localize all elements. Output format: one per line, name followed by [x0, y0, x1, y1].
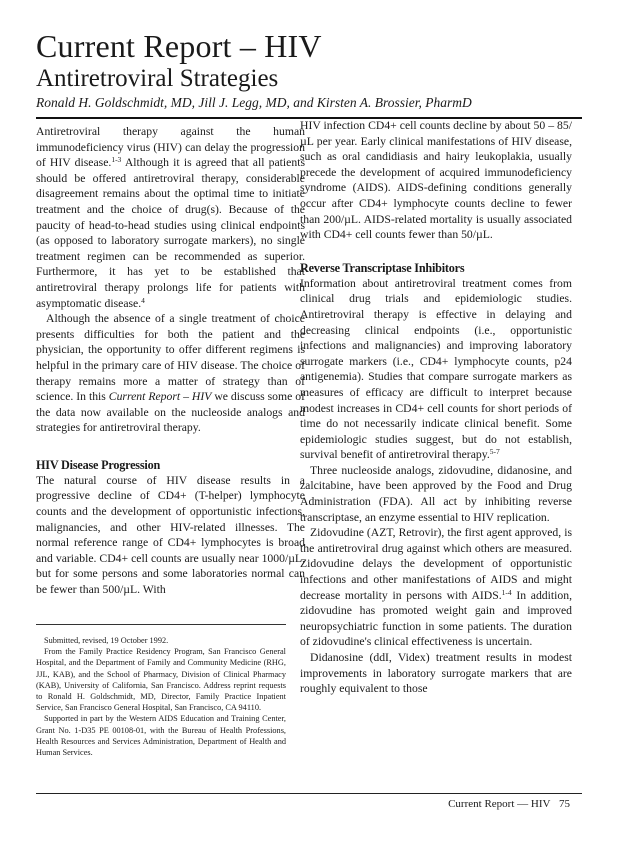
rti-p3-cont: In addition, zidovudine has promoted weight gain and improved neuropsychiatric function in some patients. The duration of zidovudine's clinical effectiveness is uncertain. [300, 588, 572, 649]
footer-rule [36, 793, 582, 794]
intro-p2-cont: we discuss some of the data now available on the nucleoside analogs and strategies for antiretroviral therapy. [36, 390, 305, 435]
author-line: Ronald H. Goldschmidt, MD, Jill J. Legg, MD, and Kirsten A. Brossier, PharmD [36, 95, 472, 110]
section-heading-rti: Reverse Transcriptase Inhibitors [300, 260, 465, 275]
page-number: 75 [559, 798, 570, 810]
footnotes [36, 624, 286, 758]
intro-p2-italic: Current Report – HIV [108, 390, 212, 404]
article-title: Current Report – HIV [36, 28, 322, 64]
intro-p1-cont: Although it is agreed that all patients should be offered antiretroviral therapy, considerable disagreement remains about the optimal time to initiate treatment and the choice of drug(s). Because of the paucity of head-to-head studies using clinical endpoints (as opposed to laboratory surrogate markers), no single treatment regimen can be recommended as superior. Furthermore, it has yet to be established that antiretroviral therapy prolongs life for patients with asymptomatic disease. [36, 156, 305, 310]
citation-sup: 5-7 [489, 447, 500, 457]
intro-paragraph-1 [36, 124, 305, 311]
footnote-affiliation: From the Family Practice Residency Program, San Francisco General Hospital, and the Department of Family and Community Medicine (RHG, JJL, KAB), and the School of Pharmacy, Division of Clinical Pharmacy (KAB), University of California, San Francisco. Address reprint requests to Ronald H. Goldschmidt, MD, Director, Family Practice Inpatient Service, San Francisco General Hospital, San Francisco, CA 94110. [36, 647, 286, 713]
section-heading-progression: HIV Disease Progression [36, 457, 161, 472]
progression-paragraph: The natural course of HIV disease results in a progressive decline of CD4+ (T-helper) lymphocyte counts and the development of opportunistic infections, malignancies, and other HIV-related illnesses. The normal reference range of CD4+ lymphocytes is broad and variable. CD4+ cell counts are usually near 1000/µL, but for some persons and some laboratories normal can be fewer than 500/µL. With [36, 473, 305, 597]
rti-paragraph-3 [300, 525, 572, 650]
running-head: Current Report — HIV [448, 798, 551, 810]
footnote-support: Supported in part by the Western AIDS Education and Training Center, Grant No. 1-D35 PE 00108-01, with the Bureau of Health Professions, Health Resources and Services Administration, Department of Health and Human Services. [36, 714, 286, 758]
rti-paragraph-2: Three nucleoside analogs, zidovudine, didanosine, and zalcitabine, have been approved by the Food and Drug Administration (FDA). All act by inhibiting reverse transcriptase, an enzyme essential to HIV replication. [300, 463, 572, 524]
footnote-submitted: Submitted, revised, 19 October 1992. [44, 636, 169, 645]
right-column [300, 118, 572, 697]
rti-p3-text: Zidovudine (AZT, Retrovir), the first agent approved, is the antiretroviral drug against which others are measured. Zidovudine delays the development of opportunistic infections and other manifestations of AIDS and might decrease mortality in persons with AIDS. [300, 526, 572, 602]
citation-sup: 4 [141, 295, 145, 305]
rti-paragraph-4: Didanosine (ddI, Videx) treatment results in modest improvements in laboratory surrogate markers that are roughly equivalent to those [300, 651, 572, 696]
citation-sup: 1-4 [501, 587, 512, 597]
intro-paragraph-2 [36, 311, 305, 436]
article-subtitle: Antiretroviral Strategies [36, 65, 279, 92]
left-column [36, 124, 305, 598]
intro-p1-text: Antiretroviral therapy against the human immunodeficiency virus (HIV) can delay the progression of HIV disease. [36, 125, 305, 170]
continuation-paragraph: HIV infection CD4+ cell counts decline by about 50 – 85/µL per year. Early clinical manifestations of HIV disease, such as oral candidiasis and hairy leukoplakia, usually precede the development of acquired immunodeficiency syndrome (AIDS). AIDS-defining conditions generally occur after CD4+ lymphocyte counts decline to fewer than 200/µL. AIDS-related mortality is usually associated with CD4+ cell counts fewer than 50/µL. [300, 119, 572, 242]
running-footer [448, 798, 570, 810]
rti-paragraph-1 [300, 276, 572, 463]
intro-p2-text: Although the absence of a single treatment of choice presents difficulties for both the patient and the physician, the opportunity to offer different regimens is helpful in the primary care of HIV disease. The choice of therapy remains more a matter of strategy than of science. In this [36, 312, 305, 404]
rti-p1-text: Information about antiretroviral treatment comes from clinical drug trials and epidemiologic studies. Antiretroviral therapy is effective in delaying and decreasing clinical endpoints (i.e., opportunistic infections and malignancies) and improving laboratory surrogate markers (i.e., CD4+ lymphocyte counts, p24 antigenemia). Studies that compare surrogate markers as measures of efficacy are difficult to interpret because modest increases in CD4+ cell counts for short periods of time do not necessarily indicate clinical benefit. Some epidemiologic studies suggest, but do not establish, survival benefit of antiretroviral therapy. [300, 276, 572, 462]
citation-sup: 1-3 [111, 155, 122, 165]
